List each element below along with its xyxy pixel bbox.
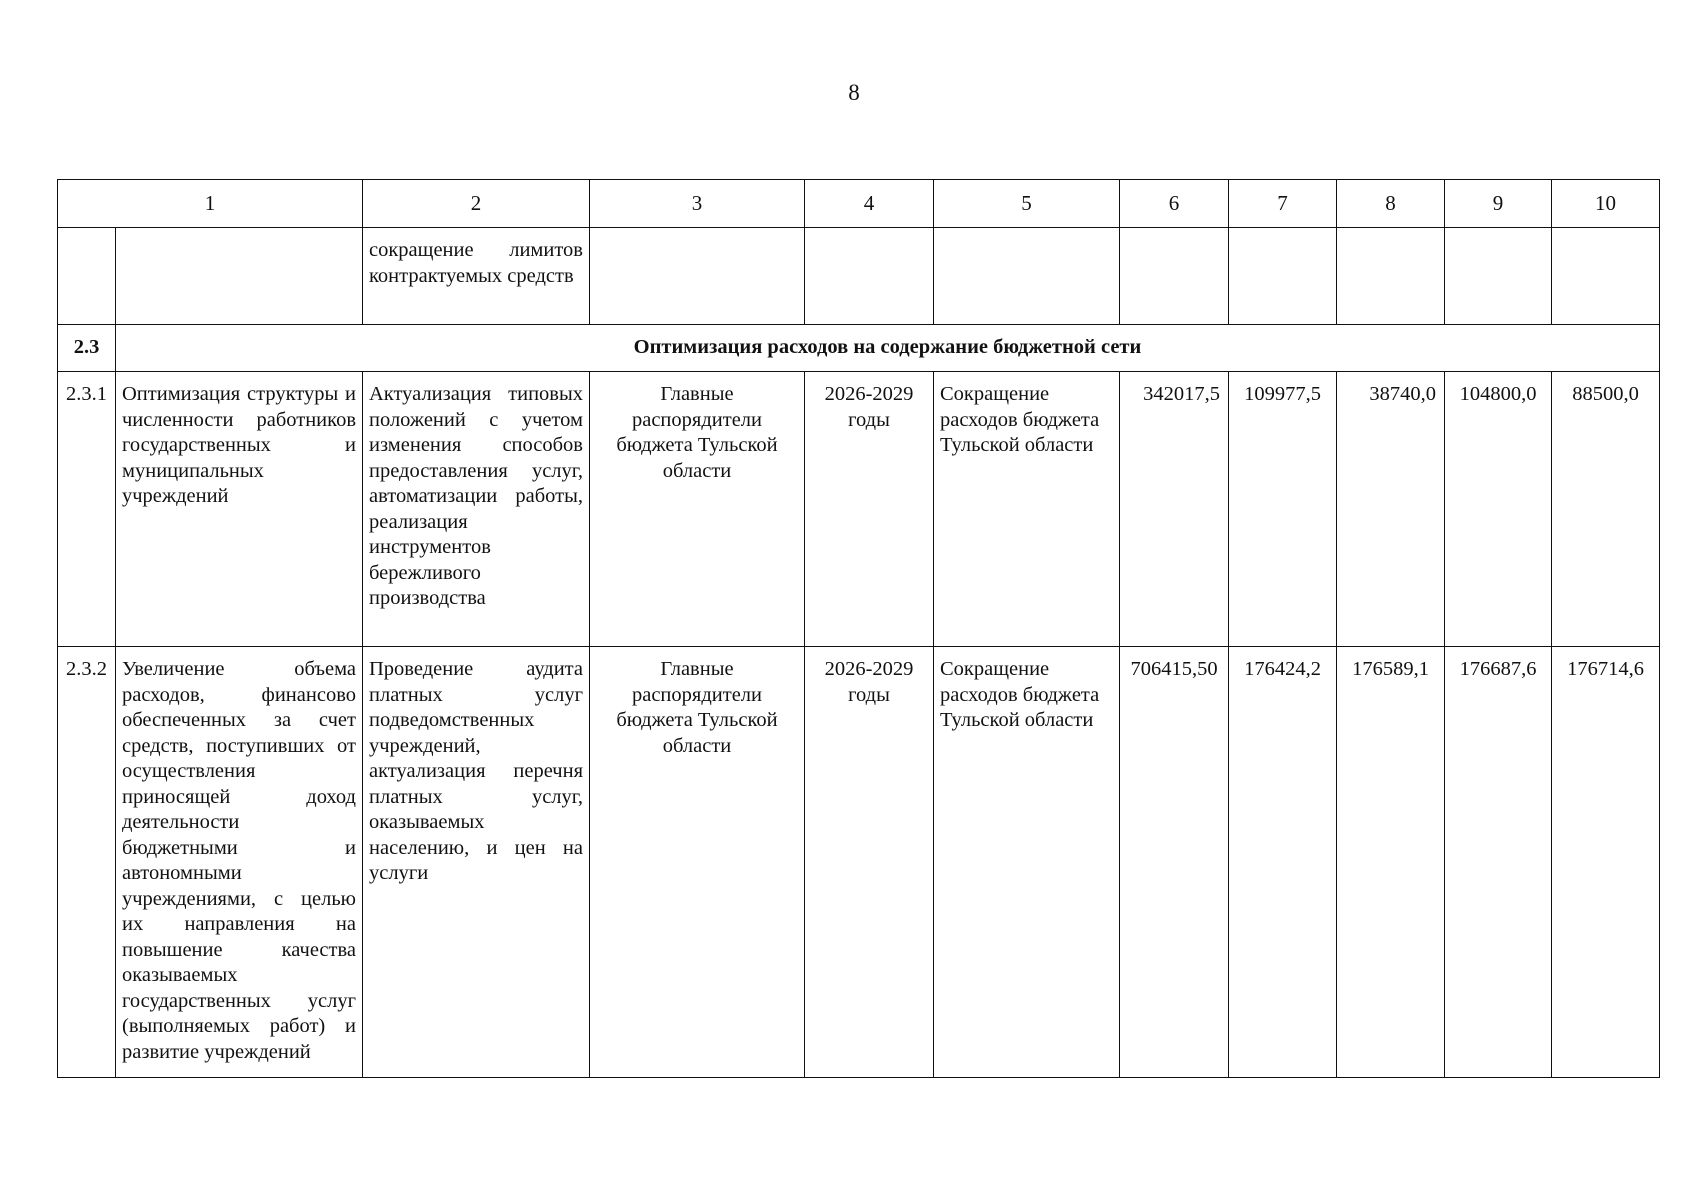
row-value-col9: 104800,0 [1445,372,1552,647]
row-result: Сокращение расходов бюджета Тульской области [934,647,1120,1078]
header-cell: 5 [934,180,1120,228]
page-number: 8 [848,80,860,105]
section-row [58,325,1660,372]
row-result: Сокращение расходов бюджета Тульской области [934,372,1120,647]
row-executor: Главные распорядители бюджета Тульской области [590,647,805,1078]
row-measure: Проведение аудита платных услуг подведомственных учреждений, актуализация перечня платных услуг, оказываемых населению, и цен на услуги [363,647,590,1078]
row-period: 2026-2029 годы [805,647,934,1078]
row-number: 2.3.2 [58,647,116,1078]
header-cell: 8 [1337,180,1445,228]
empty-cell [58,228,116,325]
section-title: Оптимизация расходов на содержание бюджетной сети [116,325,1660,372]
header-cell: 9 [1445,180,1552,228]
row-value-total: 342017,5 [1120,372,1229,647]
header-cell: 4 [805,180,934,228]
row-direction: Увеличение объема расходов, финансово обеспеченных за счет средств, поступивших от осуществления приносящей доход деятельности бюджетными и автономными учреждениями, с целью их направления на повышение качества оказываемых государственных услуг (выполняемых работ) и развитие учреждений [116,647,363,1078]
table-row [58,647,1660,1078]
row-value-col7: 109977,5 [1229,372,1337,647]
header-cell: 10 [1552,180,1660,228]
row-measure: Актуализация типовых положений с учетом изменения способов предоставления услуг, автоматизации работы, реализация инструментов бережливого производства [363,372,590,647]
empty-cell [1337,228,1445,325]
table-row [58,372,1660,647]
empty-cell [1120,228,1229,325]
row-value-col10: 176714,6 [1552,647,1660,1078]
row-value-col10: 88500,0 [1552,372,1660,647]
row-period: 2026-2029 годы [805,372,934,647]
row-number: 2.3.1 [58,372,116,647]
empty-cell [1445,228,1552,325]
row-executor: Главные распорядители бюджета Тульской области [590,372,805,647]
header-cell: 1 [58,180,363,228]
row-value-total: 706415,50 [1120,647,1229,1078]
empty-cell [1229,228,1337,325]
header-row [58,180,1660,228]
header-cell: 7 [1229,180,1337,228]
header-cell: 6 [1120,180,1229,228]
empty-cell [1552,228,1660,325]
empty-cell [116,228,363,325]
empty-cell [590,228,805,325]
empty-cell [934,228,1120,325]
section-number: 2.3 [58,325,116,372]
row-value-col7: 176424,2 [1229,647,1337,1078]
header-cell: 2 [363,180,590,228]
row-value-col8: 38740,0 [1337,372,1445,647]
empty-cell [805,228,934,325]
row-direction: Оптимизация структуры и численности работников государственных и муниципальных учреждений [116,372,363,647]
continuation-row [58,228,1660,325]
header-cell: 3 [590,180,805,228]
row-value-col8: 176589,1 [1337,647,1445,1078]
continuation-measure: сокращение лимитов контрактуемых средств [363,228,590,325]
row-value-col9: 176687,6 [1445,647,1552,1078]
measures-table [57,179,1660,1078]
